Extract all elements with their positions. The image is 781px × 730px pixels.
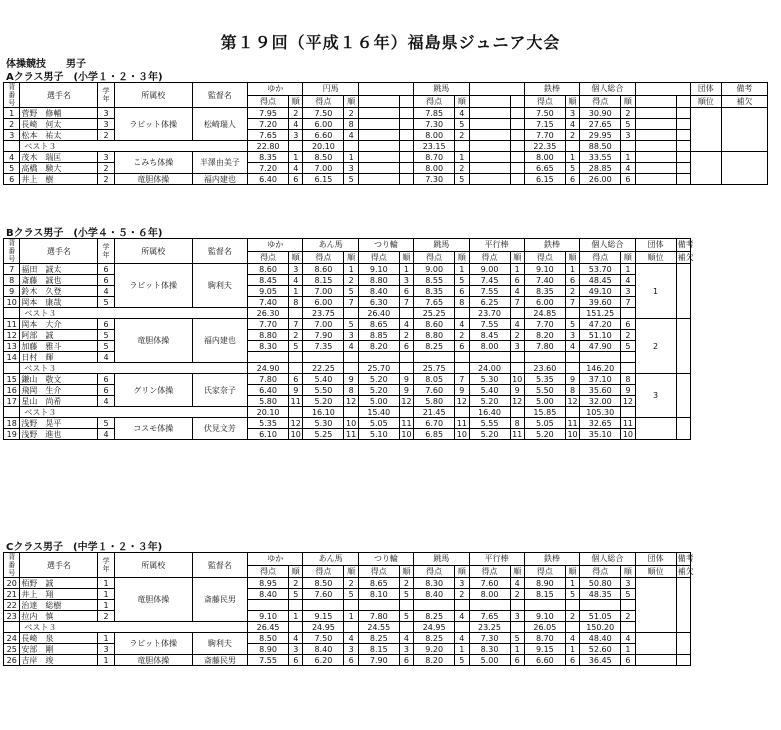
table-header-row: 背番号 選手名 学年 所属校 監督名 ゆか あん馬 つり輪 跳馬 平行棒 鉄棒 個人総合 団体 備考	[4, 239, 768, 252]
table-row: 25 安部 剛 3 8.90 3 8.40 3 8.15 3 9.20 1 8.30 1 9.15 1 52.60 1	[4, 644, 768, 655]
best3-row: ベスト３ 26.30 23.75 26.40 25.25 23.70 24.85 151.25	[4, 308, 768, 319]
table-row: 24 長崎 泉 1 ラビット体操 駒利夫 8.50 4 7.50 4 8.25 4 8.25 4 7.30 5 8.70 4 48.40 4	[4, 633, 768, 644]
table-row: 12 阿部 誠 5 8.80 2 7.90 3 8.85 2 8.80 2 8.45 2 8.20 3 51.10 2	[4, 330, 768, 341]
table-row: 20 栢野 誠 1 竜胆体操 斎藤民男 8.95 2 8.50 2 8.65 2 8.30 3 7.60 4 8.90 1 50.80 3	[4, 578, 768, 589]
table-row: 2 長崎 何太 3 7.20 4 6.00 8 7.30 5 7.15 4 27.65 5	[4, 119, 768, 130]
table-row: 18 浅野 晃平 5 コスモ体操 伏見文芳 5.35 12 5.30 10 5.05 11 6.70 11 5.55 8 5.05 11 32.65 11	[4, 418, 768, 429]
table-row: 19 浅野 進也 4 6.10 10 5.25 11 5.10 10 6.85 10 5.20 11 5.20 10 35.10 10	[4, 429, 768, 440]
page-title: 第１９回（平成１６年）福島県ジュニア大会	[220, 33, 561, 52]
table-row: 16 飛岡 生介 6 6.40 9 5.50 8 5.20 9 7.60 9 5.40 9 5.50 8 35.60 9	[4, 385, 768, 396]
table-subheader-row: 得点 順 得点 順 得点 順 得点 順 得点 順 順位 補欠	[4, 95, 768, 108]
table-subheader-row: 得点 順 得点 順 得点 順 得点 順 得点 順 得点 順 得点 順 順位 補欠	[4, 565, 768, 578]
class-b-table	[3, 238, 768, 440]
table-row: 15 鎌山 敬文 6 グリン体操 氏家奈子 7.80 6 5.40 9 5.20 9 8.05 7 5.30 10 5.35 9 37.10 8 3	[4, 374, 768, 385]
table-row: 9 鈴木 久登 4 9.05 1 7.00 5 8.40 6 8.35 6 7.55 4 8.35 2 49.10 3	[4, 286, 768, 297]
class-a-table	[3, 82, 768, 185]
best3-row: ベスト３ 26.45 24.95 24.55 24.95 23.25 26.05 150.20	[4, 622, 768, 633]
best3-row: ベスト３ 20.10 16.10 15.40 21.45 16.40 15.85 105.30	[4, 407, 768, 418]
table-row: 22 治達 総樹 1	[4, 600, 768, 611]
table-row: 23 拉内 慎 2 9.10 1 9.15 1 7.80 5 8.25 4 7.65 3 9.10 2 51.05 2	[4, 611, 768, 622]
table-row: 5 高橋 験大 2 7.20 4 7.00 3 8.00 2 6.65 5 28.85 4	[4, 163, 768, 174]
table-row: 8 斎藤 誠也 6 8.45 4 8.15 2 8.80 3 8.55 5 7.45 6 7.40 6 48.45 4	[4, 275, 768, 286]
table-header-row: 背番号 選手名 学年 所属校 監督名 ゆか 円馬 跳馬 鉄棒 個人総合 団体 備考	[4, 83, 768, 96]
table-row: 4 茂木 瑞匡 3 こみち体操 半澤由美子 8.35 1 8.50 1 8.70 1 8.00 1 33.55 1	[4, 152, 768, 163]
best3-row: ベスト３ 22.80 20.10 23.15 22.35 88.50	[4, 141, 768, 152]
class-c-heading: Cクラス男子 (中学１・２・３年)	[6, 542, 163, 553]
table-row: 6 井上 樹 2 竜胆体操 福内建也 6.40 6 6.15 5 7.30 5 6.15 6 26.00 6	[4, 174, 768, 185]
table-row: 10 岡本 康哉 5 7.40 8 6.00 7 6.30 7 7.65 8 6.25 7 6.00 7 39.60 7	[4, 297, 768, 308]
table-row: 3 松本 祐太 2 7.65 3 6.60 4 8.00 2 7.70 2 29.95 3	[4, 130, 768, 141]
table-row: 17 星山 尚希 4 5.80 11 5.20 12 5.00 12 5.80 12 5.20 12 5.00 12 32.00 12	[4, 396, 768, 407]
table-row: 11 岡本 大介 6 竜胆体操 福内建也 7.70 7 7.00 5 8.65 4 8.60 4 7.55 4 7.70 5 47.20 6 2	[4, 319, 768, 330]
table-row: 14 日村 輝 4	[4, 352, 768, 363]
event-subtitle: 体操競技 男子	[6, 59, 86, 70]
class-c-table	[3, 552, 768, 666]
table-row: 1 菅野 修輔 3 ラビット体操 松崎瑞人 7.95 2 7.50 2 7.85 4 7.50 3 30.90 2	[4, 108, 768, 119]
table-header-row: 背番号 選手名 学年 所属校 監督名 ゆか あん馬 つり輪 跳馬 平行棒 鉄棒 個人総合 団体 備考	[4, 553, 768, 566]
table-subheader-row: 得点 順 得点 順 得点 順 得点 順 得点 順 得点 順 得点 順 順位 補欠	[4, 251, 768, 264]
table-row: 13 加藤 雅斗 5 8.30 5 7.35 4 8.20 6 8.25 6 8.00 3 7.80 4 47.90 5	[4, 341, 768, 352]
table-row: 26 吉岸 竣 1 竜胆体操 斎藤民男 7.55 6 6.20 6 7.90 6 8.20 5 5.00 6 6.60 6 36.45 6	[4, 655, 768, 666]
table-row: 21 井上 翔 1 8.40 5 7.60 5 8.10 5 8.40 2 8.00 2 8.15 5 48.35 5	[4, 589, 768, 600]
class-b-heading: Bクラス男子 (小学４・５・６年)	[6, 228, 163, 239]
table-row: 7 福田 誠太 6 ラビット体操 駒利夫 8.60 3 8.60 1 9.10 1 9.00 1 9.00 1 9.10 1 53.70 1 1	[4, 264, 768, 275]
class-a-heading: Aクラス男子 (小学１・２・３年)	[6, 72, 163, 83]
best3-row: ベスト３ 24.90 22.25 25.70 25.75 24.00 23.60 146.20	[4, 363, 768, 374]
